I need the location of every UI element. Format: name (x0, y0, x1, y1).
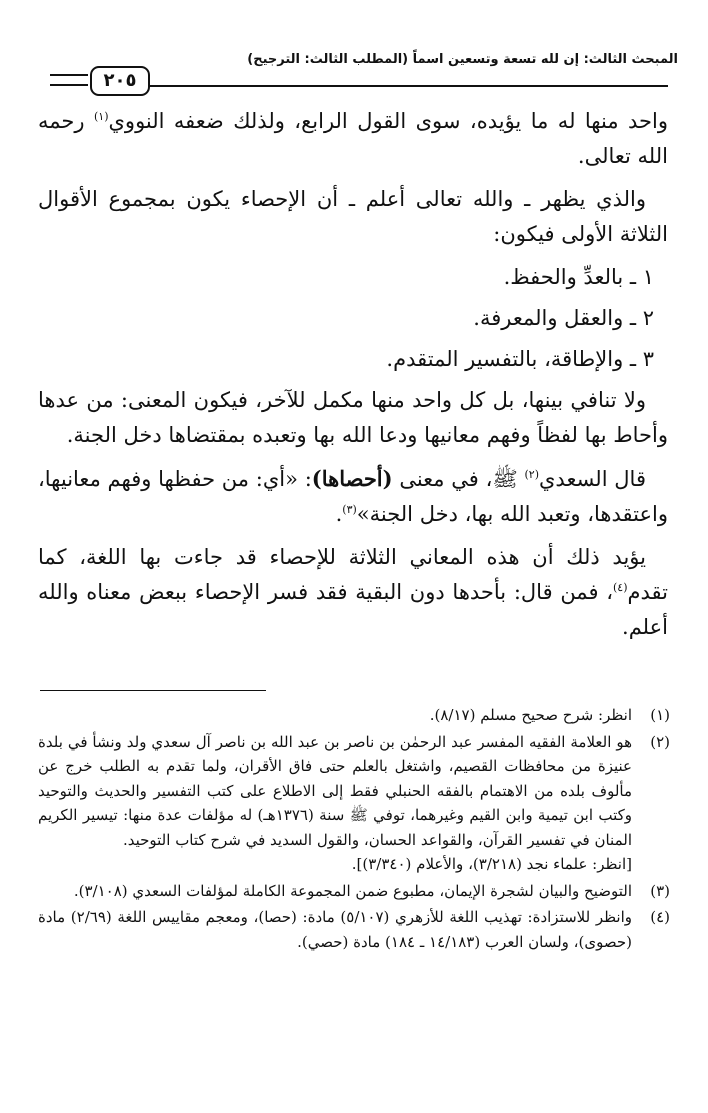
footnote-text: هو العلامة الفقيه المفسر عبد الرحمٰن بن ناصر بن عبد الله بن ناصر آل سعدي ولد ونشأ في بلدة عنيزة من محافظات القصيم، واشتغل بالعلم حتى فاق الأقران، ولما تقدم به الطلب خرج عن مألوف بلده من الاهتمام بالفقه الحنبلي فقط إلى الاطلاع على كتب التفسير والحديث والتوحيد وكتب ابن تيمية وابن القيم وغيرهما، توفي ﷺ سنة (١٣٧٦هـ) له مؤلفات عدة منها: تيسير الكريم المنان في تفسير القرآن، والقواعد الحسان، والقول السديد في شرح كتاب التوحيد. (38, 732, 632, 849)
footnote-3 (38, 879, 670, 904)
footnote-ref-3[interactable]: (٣) (342, 503, 357, 516)
footnote-ref-2[interactable]: (٢) (524, 468, 539, 481)
footnote-ref-1[interactable]: (١) (93, 110, 109, 123)
page-header-title: المبحث الثالث: إن لله تسعة وتسعين اسماً (المطلب الثالث: الترجيح) (247, 52, 678, 67)
header-rule-left-lower (50, 84, 88, 86)
footnote-number: (٢) (650, 732, 670, 751)
footnote-2 (38, 730, 670, 877)
header-rule-right (148, 85, 668, 87)
footnotes (38, 703, 670, 956)
list-item-1: ١ ـ بالعدِّ والحفظ. (503, 265, 654, 289)
footnote-ref-4[interactable]: (٤) (612, 581, 628, 594)
list-item-3: ٣ ـ والإطاقة، بالتفسير المتقدم. (386, 347, 654, 371)
paragraph-3: ولا تنافي بينها، بل كل واحد منها مكمل للآخر، فيكون المعنى: من عدها وأحاط بها لفظاً وفهم معانيها ودعا الله بها وتعبده بمقتضاها دخل الجنة. (38, 388, 668, 447)
footnote-text: التوضيح والبيان لشجرة الإيمان، مطبوع ضمن المجموعة الكاملة لمؤلفات السعدي (٣/١٠٨). (73, 881, 632, 900)
footnote-separator (40, 690, 266, 691)
list-item-2: ٢ ـ والعقل والمعرفة. (473, 306, 654, 330)
main-text (38, 104, 668, 653)
header-rule-left (50, 74, 88, 76)
footnote-text: وانظر للاستزادة: تهذيب اللغة للأزهري (٥/١٠٧) مادة: (حصا)، ومعجم مقاييس اللغة (٢/٦٩) مادة (حصوى)، ولسان العرب (١٤/١٨٣ ـ ١٨٤) مادة (حصي). (38, 908, 632, 951)
footnote-4 (38, 905, 670, 954)
footnote-number: (٤) (650, 908, 670, 926)
page-number: ٢٠٥ (90, 66, 150, 96)
paragraph-2: والذي يظهر ـ والله تعالى أعلم ـ أن الإحصاء يكون بمجموع الأقوال الثلاثة الأولى فيكون: (38, 187, 668, 246)
footnote-1 (38, 703, 670, 728)
footnote-text: انظر: شرح صحيح مسلم (٨/١٧). (429, 706, 632, 724)
footnote-number: (٣) (650, 881, 670, 900)
paragraph-5: يؤيد ذلك أن هذه المعاني الثلاثة للإحصاء قد جاءت بها اللغة، كما تقدم$^{(٤)}$، فمن قال: بأحدها دون البقية فقد فسر الإحصاء ببعض معناه والله أعلم. (38, 545, 668, 639)
footnote-reference: [انظر: علماء نجد (٣/٢١٨)، والأعلام (٣/٣٤٠)]. (351, 855, 632, 873)
paragraph-4: قال السعدي$^{(٢)}$ ﷺ، في معنى (أحصاها): «أي: من حفظها وفهم معانيها، واعتقدها، وتعبد الله بها، دخل الجنة»$^{(٣)}$. (38, 466, 668, 526)
paragraph-1: واحد منها له ما يؤيده، سوى القول الرابع، ولذلك ضعفه النووي$^{(١)}$ رحمه الله تعالى. (38, 109, 668, 168)
footnote-number: (١) (650, 706, 670, 724)
quoted-term: (أحصاها) (311, 466, 393, 491)
